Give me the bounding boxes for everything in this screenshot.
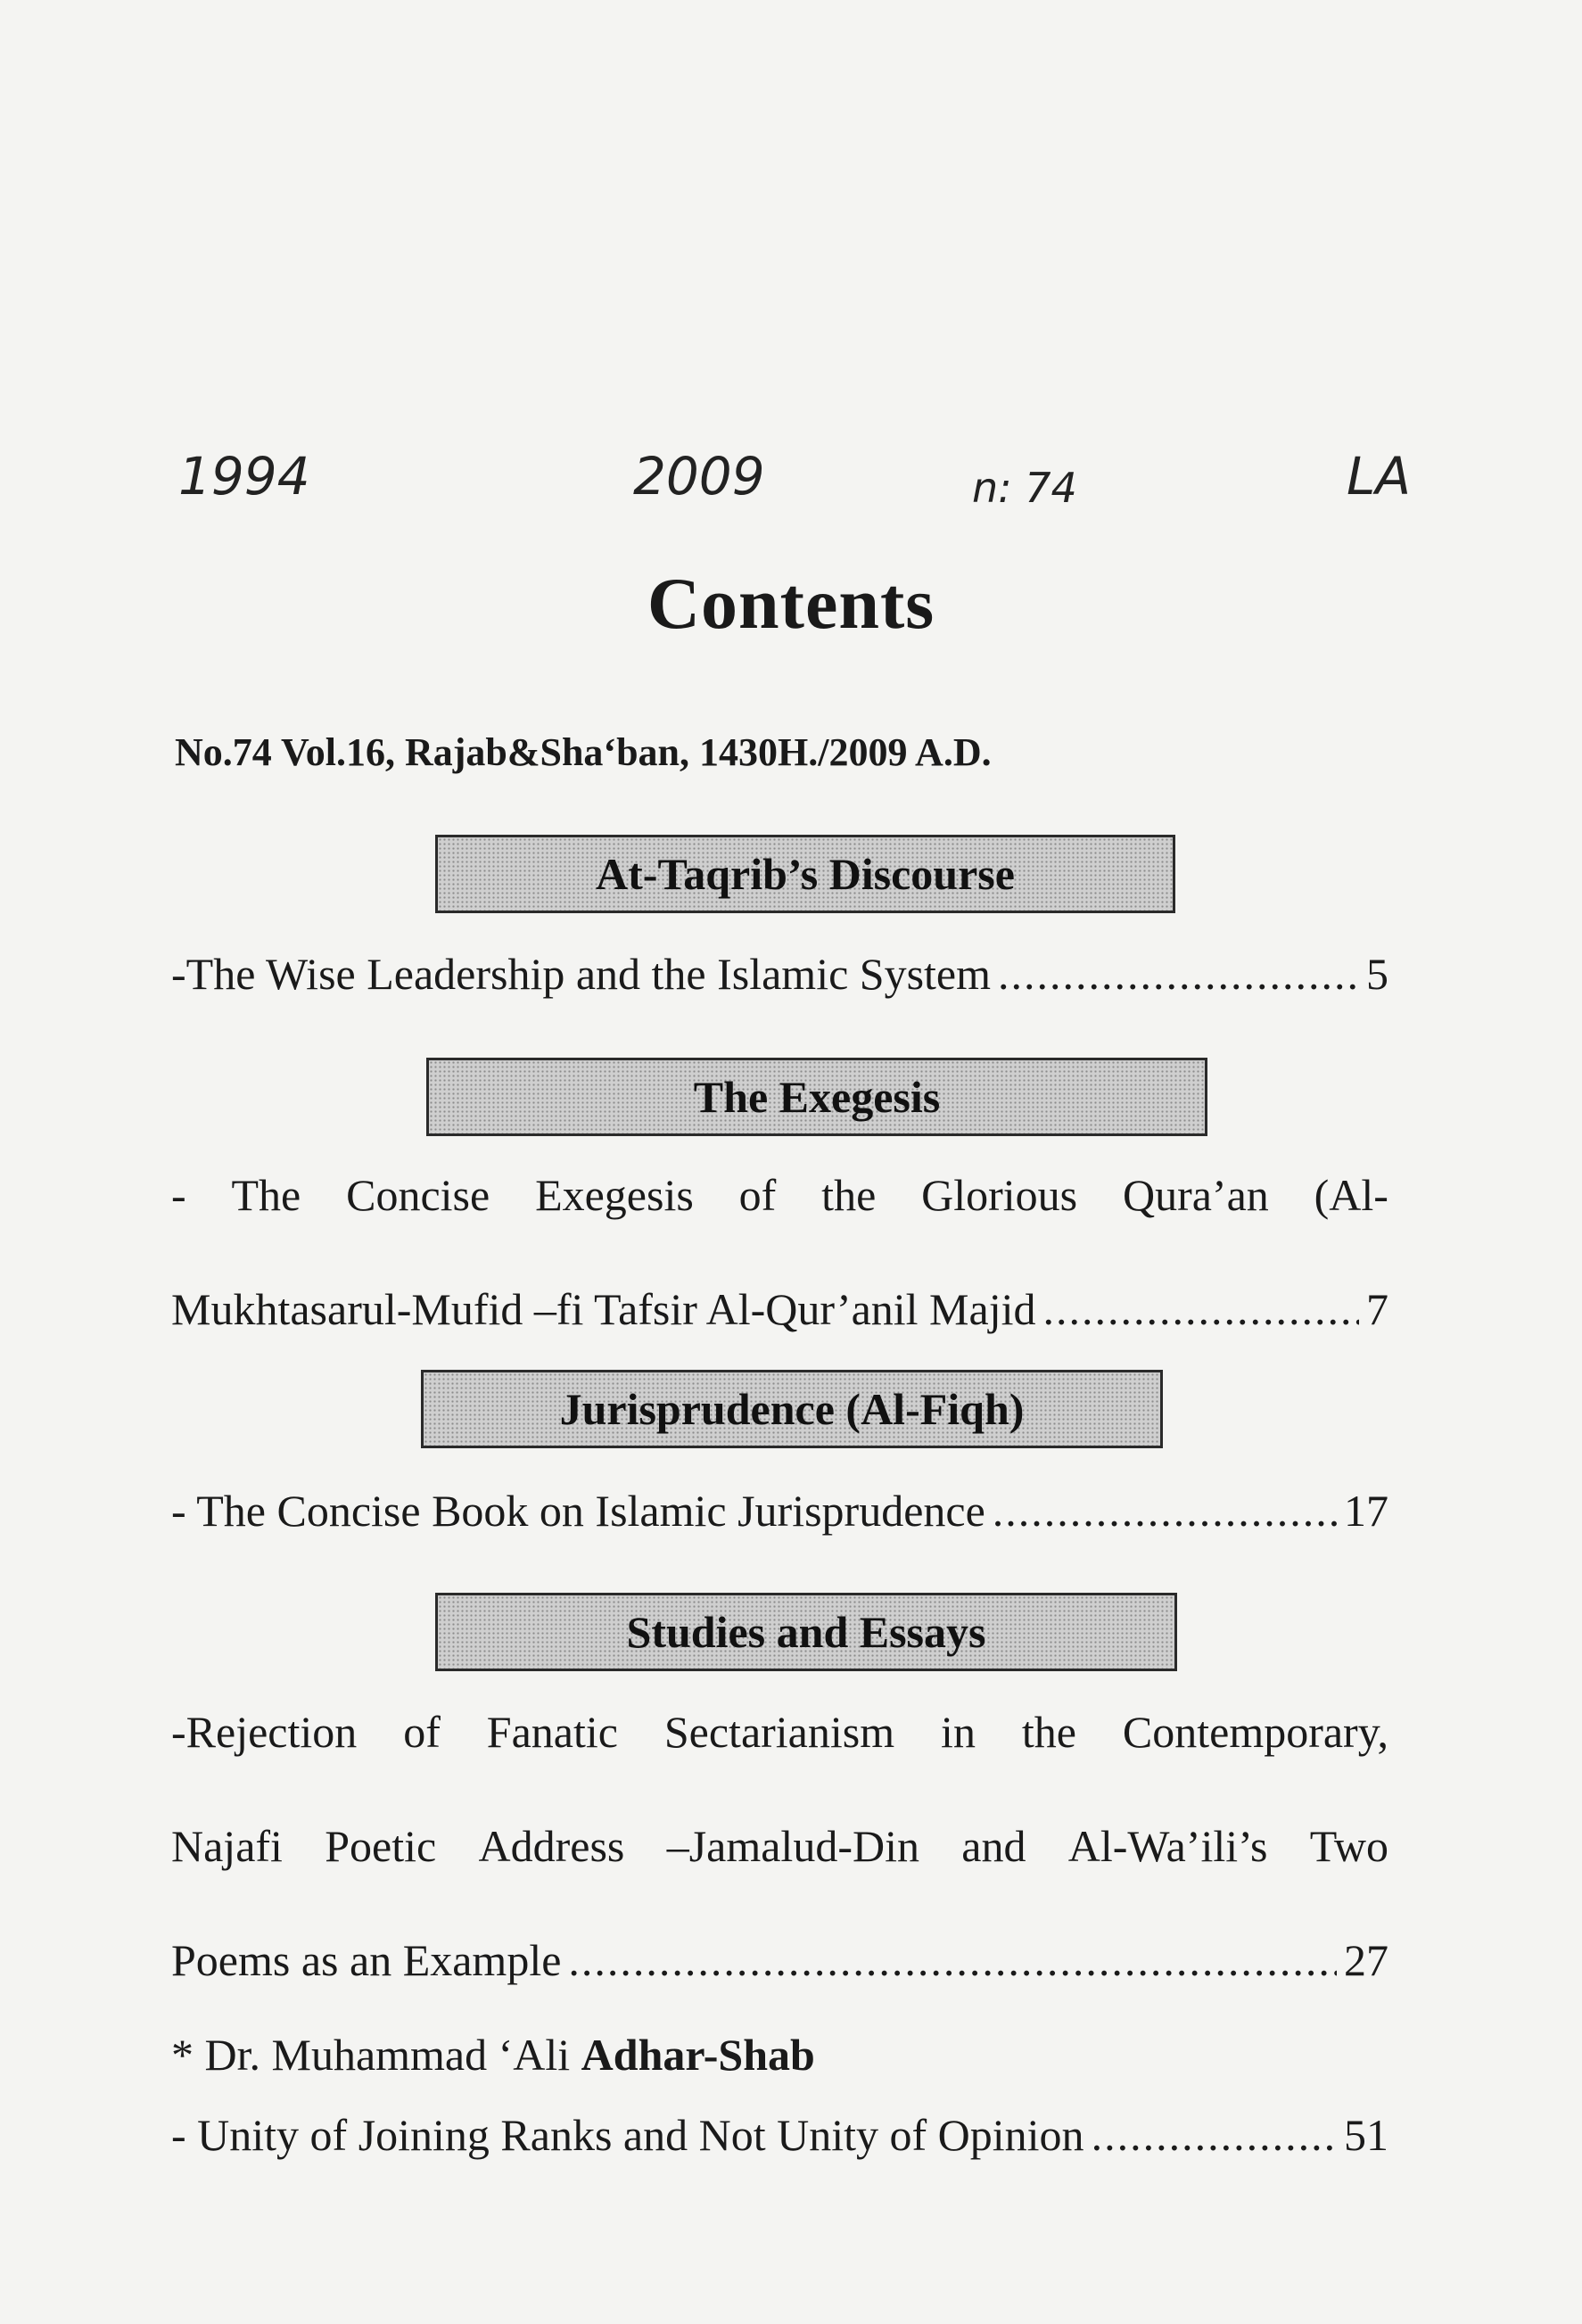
toc-entry[interactable] xyxy=(171,1168,1388,1336)
entry-title-line: Najafi Poetic Address –Jamalud-Din and Al-Wa’ili’s Two xyxy=(171,1821,1388,1871)
entry-title: - The Concise Book on Islamic Jurisprudence xyxy=(171,1486,985,1536)
page-number: 5 xyxy=(1366,949,1388,999)
issue-line: No.74 Vol.16, Rajab&Sha‘ban, 1430H./2009 A.D. xyxy=(175,730,992,774)
dot-leader xyxy=(1042,1282,1359,1336)
toc-entry[interactable] xyxy=(171,947,1388,1001)
entry-title-line: - The Concise Exegesis of the Glorious Qura’an (Al- xyxy=(171,1170,1388,1220)
page-title: Contents xyxy=(647,563,935,644)
handwritten-note-initials: LA xyxy=(1347,446,1411,507)
entry-title: - Unity of Joining Ranks and Not Unity of Opinion xyxy=(171,2110,1084,2160)
bleed-through-texture xyxy=(187,161,1436,245)
page-number: 27 xyxy=(1344,1935,1388,1985)
handwritten-note-year-2: 2009 xyxy=(633,446,765,507)
toc-entry[interactable] xyxy=(171,1484,1388,1537)
entry-title: Mukhtasarul-Mufid –fi Tafsir Al-Qur’anil Majid xyxy=(171,1284,1036,1334)
page-number: 7 xyxy=(1366,1284,1388,1334)
page-number: 17 xyxy=(1344,1486,1388,1536)
page-number: 51 xyxy=(1344,2110,1388,2160)
dot-leader xyxy=(1092,2108,1337,2162)
entry-title: -The Wise Leadership and the Islamic System xyxy=(171,949,992,999)
toc-entry[interactable] xyxy=(171,2108,1388,2162)
author-name: Adhar-Shab xyxy=(581,2030,815,2080)
section-heading-studies: Studies and Essays xyxy=(435,1593,1177,1671)
section-heading-discourse: At-Taqrib’s Discourse xyxy=(435,835,1175,913)
handwritten-note-year: 1994 xyxy=(178,446,310,507)
entry-title-line: -Rejection of Fanatic Sectarianism in the Contemporary, xyxy=(171,1707,1388,1757)
section-heading-exegesis: The Exegesis xyxy=(426,1058,1207,1136)
dot-leader xyxy=(998,947,1359,1001)
toc-entry[interactable] xyxy=(171,1705,1388,1987)
dot-leader xyxy=(993,1484,1337,1537)
author-line xyxy=(171,2028,1388,2081)
entry-title: Poems as an Example xyxy=(171,1935,562,1985)
handwritten-note-number: n: 74 xyxy=(972,464,1077,512)
dot-leader xyxy=(568,1933,1337,1987)
section-heading-jurisprudence: Jurisprudence (Al-Fiqh) xyxy=(421,1370,1163,1448)
author-prefix: * Dr. Muhammad ‘Ali xyxy=(171,2030,581,2080)
